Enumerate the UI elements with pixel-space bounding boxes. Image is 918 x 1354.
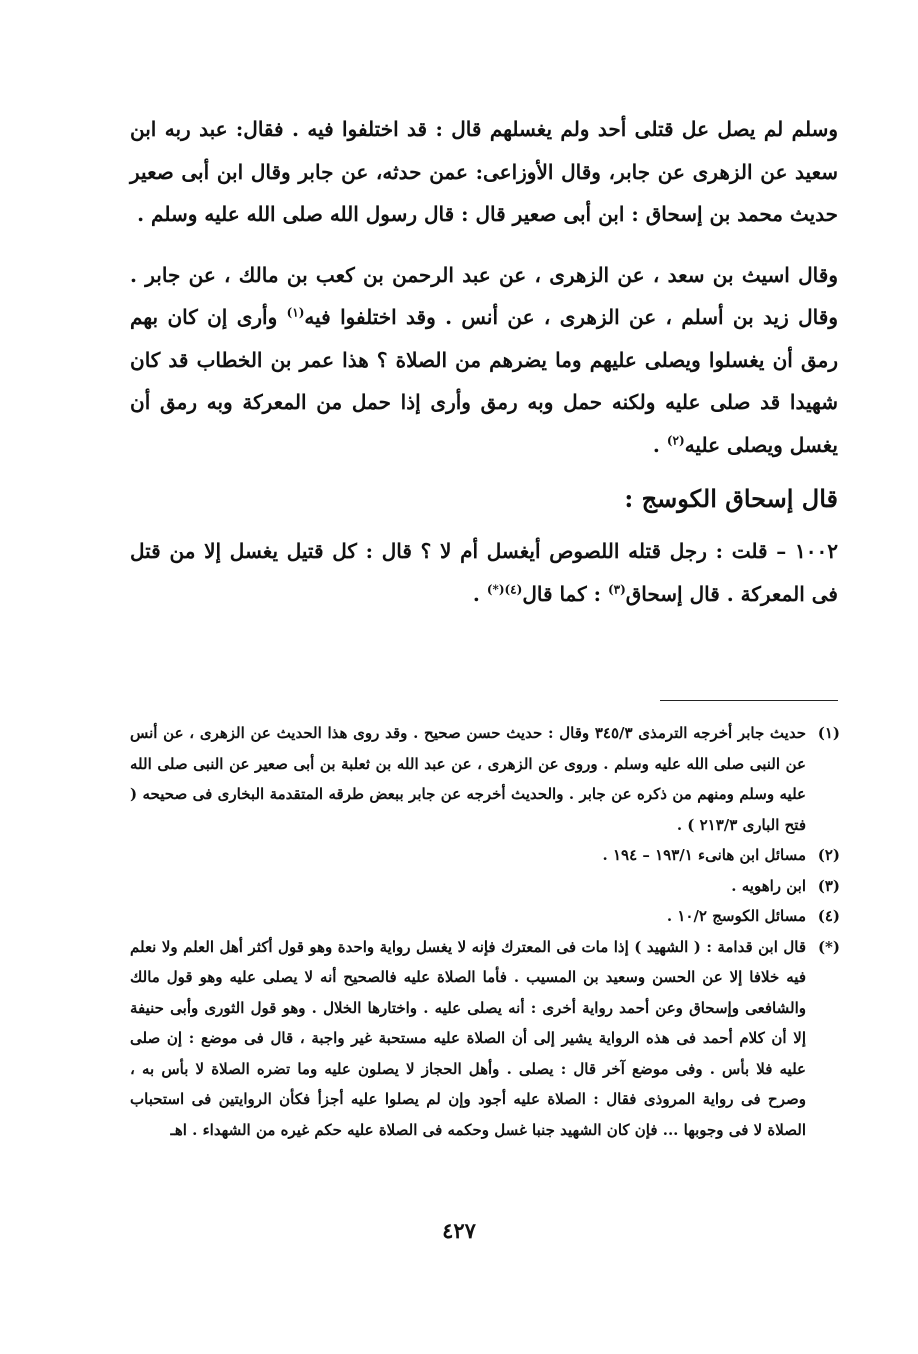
footnote-marker-4[interactable]: (٤)(*) <box>486 581 523 596</box>
footnote-text: حديث جابر أخرجه الترمذى ٣٤٥/٣ وقال : حديث حسن صحيح . وقد روى هذا الحديث عن الزهرى ، عن أنس عن النبى صلى الله عليه وسلم . وروى عن الزهرى ، عن عبد الله بن ثعلبة بن أبى صعير عن النبى صلى الله عليه وسلم ومنهم من ذكره عن جابر . والحديث أخرجه عن جابر ببعض طرقه المتقدمة البخارى فى صحيحه ( فتح البارى ٢١٣/٣ ) . <box>130 724 806 834</box>
footnote-star <box>130 932 840 1146</box>
footnote-text: مسائل الكوسج ١٠/٢ . <box>666 907 806 925</box>
footnote-text: مسائل ابن هانىء ١٩٣/١ – ١٩٤ . <box>602 846 806 864</box>
entry-end: . <box>472 581 487 606</box>
footnote-marker-1[interactable]: (١) <box>286 305 305 320</box>
footnote-text: ابن راهويه . <box>731 876 806 895</box>
footnote-number: (١) <box>817 724 840 742</box>
footnote-1 <box>130 718 840 840</box>
footnote-2 <box>130 840 840 871</box>
footnote-4 <box>130 901 840 932</box>
footnote-3 <box>130 871 840 902</box>
main-text <box>130 108 838 615</box>
footnote-separator <box>660 700 838 701</box>
footnote-text: قال ابن قدامة : ( الشهيد ) إذا مات فى المعترك فإنه لا يغسل رواية واحدة وهو قول أكثر أهل العلم ولا نعلم فيه خلافا إلا عن الحسن وسعيد بن المسيب . فأما الصلاة عليه فالصحيح أنه لا يصلى عليه وهو قول مالك والشافعى وإسحاق وعن أحمد رواية أخرى : أنه يصلى عليه . واختارها الخلال . وهو قول الثورى وأبى حنيفة إلا أن كلام أحمد فى هذه الرواية يشير إلى أن الصلاة عليه مستحبة غير واجبة ، قال فى موضع : إن صلى عليه فلا بأس . وفى موضع آخر قال : يصلى . وأهل الحجاز لا يصلون عليه وما تضره الصلاة لا بأس به ، وصرح فى رواية المروذى فقال : الصلاة عليه أجود وإن لم يصلوا عليه أجزأ فكأن الروايتين فى استحباب الصلاة لا فى وجوبها ... فإن كان الشهيد جنبا غسل وحكمه فى الصلاة عليه حكم غيره من الشهداء . اهـ <box>130 937 806 1139</box>
footnote-number: (*) <box>817 937 840 956</box>
footnote-marker-2[interactable]: (٢) <box>666 432 685 447</box>
footnote-number: (٢) <box>817 846 840 864</box>
footnote-number: (٤) <box>817 907 840 925</box>
paragraph-2-cont: وأرى إن كان بهم رمق أن يغسلوا ويصلى عليهم وما يضرهم من الصلاة ؟ هذا عمر بن الخطاب قد كان شهيدا قد صلى عليه ولكنه حمل وبه رمق وأرى إذا حمل من المعركة وبه رمق أن يغسل ويصلى عليه <box>130 305 838 457</box>
footnote-marker-3[interactable]: (٣) <box>607 581 626 596</box>
paragraph-2-text: وقال اسيث بن سعد ، عن الزهرى ، عن عبد الرحمن بن كعب بن مالك ، عن جابر . وقال زيد بن أسلم ، عن الزهرى ، عن أنس . وقد اختلفوا فيه <box>130 262 838 329</box>
paragraph-1: وسلم لم يصل عل قتلى أحد ولم يغسلهم قال : قد اختلفوا فيه . فقال: عبد ربه ابن سعيد عن الزهرى عن جابر، وقال الأوزاعى: عمن حدثه، عن جابر وقال ابن أبى صعير حديث محمد بن إسحاق : ابن أبى صعير قال : قال رسول الله صلى الله عليه وسلم . <box>130 117 838 226</box>
entry-1002 <box>130 530 838 615</box>
footnotes <box>130 718 840 1145</box>
footnote-number: (٣) <box>817 876 840 895</box>
section-heading: قال إسحاق الكوسج : <box>624 484 838 513</box>
page-number: ٤٢٧ <box>442 1218 476 1243</box>
entry-text-1: ١٠٠٢ – قلت : رجل قتله اللصوص أيغسل أم لا ؟ قال : كل قتيل يغسل إلا من قتل فى المعركة . قال إسحاق <box>130 539 838 606</box>
entry-text-2: : كما قال <box>522 581 608 606</box>
paragraph-2: وقال اسيث بن سعد ، عن الزهرى ، عن عبد الرحمن بن كعب بن مالك ، عن جابر . وقال زيد بن أسلم ، عن الزهرى ، عن أنس . وقد اختلفوا فيه$^{(١)}$ وأرى إن كان بهم رمق أن يغسلوا ويصلى عليهم وما يضرهم من الصلاة ؟ هذا عمر بن الخطاب قد كان شهيدا قد صلى عليه ولكنه حمل وبه رمق وأرى إذا حمل من المعركة وبه رمق أن يغسل ويصلى عليه$^{(٢)}$ . <box>130 262 838 457</box>
